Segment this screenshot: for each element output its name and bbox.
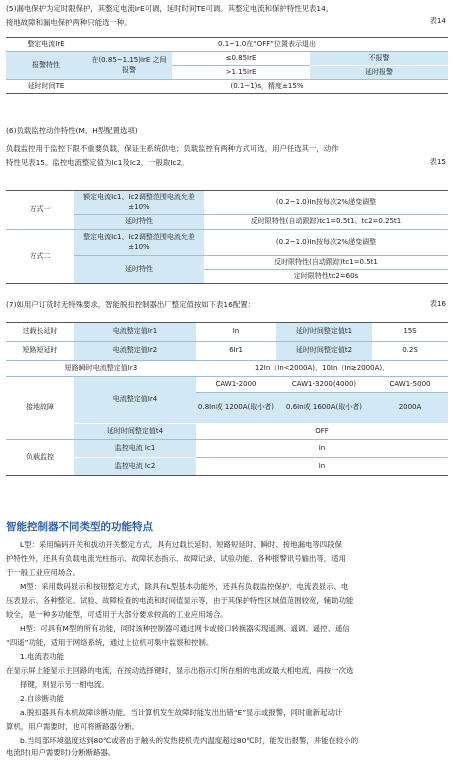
intro-line-1: (5)漏电保护为定时限保护，其整定电流IrE可调，延时时间TE可调。其整定电流和保护特性见表14。 xyxy=(6,4,334,13)
t16-load-name: 负载监控 xyxy=(6,440,74,476)
t16-overload-delay-value: 15S xyxy=(372,323,448,342)
t16-load-ic1: 监控电流 Ic1 xyxy=(74,440,196,458)
t16-earth-h3: CAW1-5000 xyxy=(372,377,448,393)
t16-earth-delay-value: OFF xyxy=(196,424,448,440)
t16-overload-value: In xyxy=(196,323,276,342)
t16-earth-h2: CAW1-3200(4000) xyxy=(276,377,372,393)
body-line: a.脱扣器具有本机故障诊断功能。当计算机发生故障时能发出出错“E”显示或报警，同时重新起动计 xyxy=(20,708,343,717)
t14-irE-value: 0.1~1.0在“OFF”位置表示退出 xyxy=(86,38,448,52)
t14-alarm-b1: >1.15IrE xyxy=(172,66,310,80)
section7-text: (7)如用户订货时无特殊要求，智能脱扣控制器出厂整定值按如下表16配置： xyxy=(6,300,255,309)
body-line: M型：采用数码显示和按钮整定方式，除具有L型基本功能外，还具有负载监控保护、电流表显示、电 xyxy=(20,582,349,591)
t14-irE-name: 整定电流IrE xyxy=(6,38,86,52)
table15-label: 表15 xyxy=(429,157,446,166)
t16-earth-h1: CAW1-2000 xyxy=(196,377,276,393)
body-line: 在显示屏上能显示主回路的电流，在按动选择键时，显示出指示灯所在相的电流或最大相电流，再按一次选 xyxy=(6,666,354,675)
t16-earth-name: 接地故障 xyxy=(6,377,74,440)
section6-title: (6)负载监控动作特性(M、H型配置选项) xyxy=(6,126,138,135)
t15-mode2-range-name: 整定电流Ic1、Ic2调整范围电流允差±10% xyxy=(74,230,204,256)
t15-mode1-range-name: 额定电流Ic1、Ic2调整范围电流允差±10% xyxy=(74,191,204,215)
t15-mode2-delay-definite: 定时限特性tc2=60s xyxy=(204,270,448,284)
t16-short-delay-value: 0.2S xyxy=(372,342,448,361)
table16-label: 表16 xyxy=(429,299,446,308)
t16-short-delay: 延时时间整定值t2 xyxy=(276,342,372,361)
t15-mode2-name: 方式二 xyxy=(6,230,74,284)
t15-mode1-name: 方式一 xyxy=(6,191,74,230)
t15-mode2-delay-name: 延时特性 xyxy=(74,256,204,284)
t16-load-ic2: 监控电流 Ic2 xyxy=(74,458,196,476)
body-line: H型：可具有M型的所有功能，同时该种控制器可通过网卡或接口转换器实现遥测、遥调、遥控、遥信 xyxy=(20,624,350,633)
t14-alarm-a2: 不报警 xyxy=(310,52,448,66)
body-line: 较全，是一种多功能型，可适用于大部分要求较高的工业应用场合。 xyxy=(6,610,228,619)
body-line: 2.自诊断功能 xyxy=(20,694,65,703)
t16-overload-name: 过载长延时 xyxy=(6,323,74,342)
t16-short-current: 电流整定值Ir2 xyxy=(74,342,196,361)
t16-short-value: 6Ir1 xyxy=(196,342,276,361)
t14-te-value: (0.1~1)s，精度±15% xyxy=(86,80,448,94)
table14-label: 表14 xyxy=(429,16,446,25)
body-line: 护特性外，还具有负载电流光柱指示、故障状态指示、故障记录、试验功能、各种报警讯号输出等，适用 xyxy=(6,554,346,563)
body-line: b.当局部环境温度达到80℃或者由于触头的发热使机壳内温度超过80℃时，能发出报警，并能在较小的 xyxy=(20,736,359,745)
body-line: L型：采用编码开关和拔动开关整定方式，具有过载长延时、短路短延时、瞬时、接地漏电等四段保 xyxy=(20,540,342,549)
t14-alarm-cond: 在(0.85~1.15)IrE 之间报警 xyxy=(86,52,172,80)
t15-mode1-delay-name: 延时特性 xyxy=(74,215,204,230)
t16-load-ic1-value: In xyxy=(196,440,448,458)
body-line: 电流时(用户需要时)分断断路器。 xyxy=(6,748,116,757)
body-line: 1.电流表功能 xyxy=(20,652,65,661)
body-line: 于一般工业应用场合。 xyxy=(6,568,80,577)
section6-line-1: 负载监控用于监控下限不重要负载，保证主系统供电；负载监控有两种方式可选，用户任选其一，动作 xyxy=(6,144,339,153)
body-line: “四遥”功能，适用于网络系统，通过上位机可集中监察和控制。 xyxy=(6,638,214,647)
table-14 xyxy=(6,37,448,94)
t16-instant-value: 12In（In<2000A)、10In（In≥2000A)、 xyxy=(196,361,448,377)
t14-alarm-b2: 延时报警 xyxy=(310,66,448,80)
t16-earth-delay: 延时时间整定值t4 xyxy=(74,424,196,440)
intro-line-2: 接地故障和漏电保护两种只能选一种。 xyxy=(6,18,132,27)
t15-mode2-range-value: (0.2~1.0)In按每次2%递变调整 xyxy=(204,230,448,256)
t15-mode2-delay-inverse: 反时限特性(自动跟踪)tc1=0.5t1 xyxy=(204,256,448,270)
t16-earth-v3: 2000A xyxy=(372,393,448,424)
section-heading: 智能控制器不同类型的功能特点 xyxy=(6,521,153,533)
t16-earth-current: 电流整定值Ir4 xyxy=(74,377,196,424)
t16-overload-delay: 延时时间整定值t1 xyxy=(276,323,372,342)
t14-alarm-name: 报警特性 xyxy=(6,52,86,80)
body-line: 压表显示、各种整定、试验、故障检查的电流和时间值显示等，由于其保护特性区域值范围较宽，辅助功能 xyxy=(6,596,354,605)
t16-load-ic2-value: In xyxy=(196,458,448,476)
body-line: 择键，则显示另一相电流。 xyxy=(20,680,109,689)
table-15 xyxy=(6,190,448,284)
t16-overload-current: 电流整定值Ir1 xyxy=(74,323,196,342)
t16-short-name: 短路短延时 xyxy=(6,342,74,361)
t14-alarm-a1: ≤0.85IrE xyxy=(172,52,310,66)
t14-te-name: 延时时间TE xyxy=(6,80,86,94)
table-16 xyxy=(6,322,448,476)
t15-mode1-delay-value: 反时限特性(自动跟踪)tc1=0.5t1、tc2=0.25t1 xyxy=(204,215,448,230)
t16-instant-name: 短路瞬时电流整定值Ir3 xyxy=(6,361,196,377)
t16-earth-v1: 0.8In或 1200A(取小者) xyxy=(196,393,276,424)
t15-mode1-range-value: (0.2~1.0)In按每次2%递变调整 xyxy=(204,191,448,215)
t16-earth-v2: 0.6In或 1600A(取小者) xyxy=(276,393,372,424)
body-line: 算机，用户需要时，也可将断路器分断。 xyxy=(6,722,140,731)
section6-line-2: 特性见表15。监控电流整定值为Ic1及Ic2，一般取Ic2。 xyxy=(6,158,189,167)
